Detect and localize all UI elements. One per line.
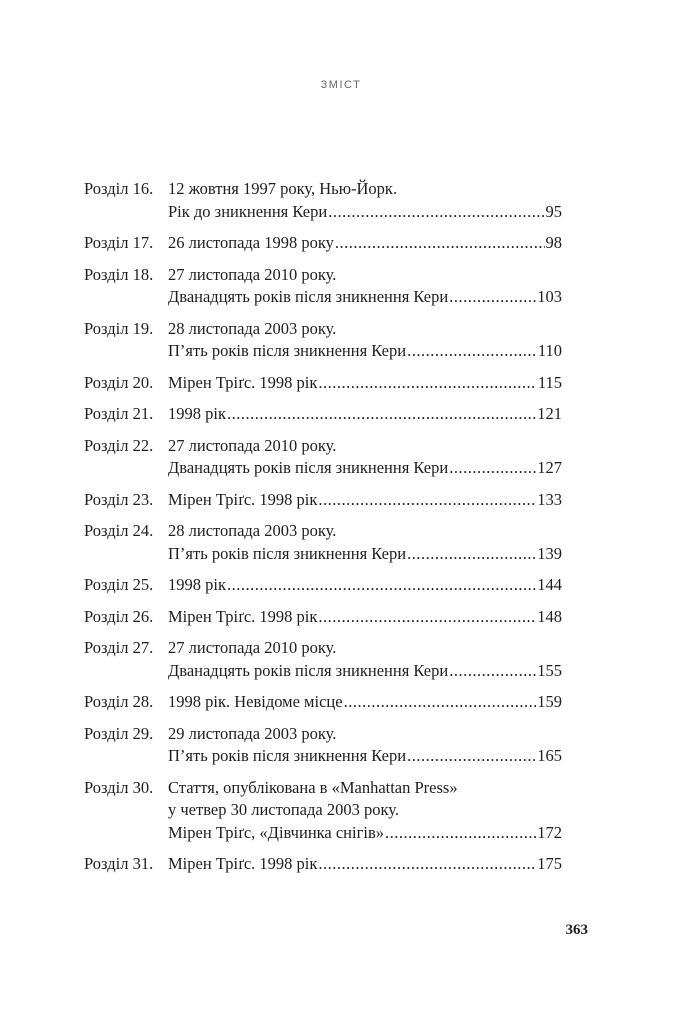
chapter-title-final-line <box>168 340 562 363</box>
chapter-label: Розділ 28. <box>84 692 154 711</box>
chapter-title-final-line <box>168 745 562 768</box>
toc-entry <box>84 606 562 629</box>
chapter-title-final-line <box>168 457 562 480</box>
chapter-title-line: 28 листопада 2003 року. <box>168 521 337 540</box>
chapter-label: Розділ 16. <box>84 179 154 198</box>
page-reference: 121 <box>537 404 562 423</box>
dot-leader <box>227 574 536 597</box>
chapter-title-text: П’ять років після зникнення Кери <box>168 543 407 563</box>
chapter-title-line: Стаття, опублікована в «Manhattan Press» <box>168 777 458 797</box>
chapter-title-text: 1998 рік. Невідоме місце <box>168 692 343 711</box>
chapter-title-block <box>168 318 562 363</box>
chapter-title-final-line <box>168 543 562 566</box>
chapter-title-text: Мірен Тріґс. 1998 рік <box>168 372 318 392</box>
page-reference: 95 <box>545 201 562 221</box>
chapter-label: Розділ 20. <box>84 372 154 392</box>
toc-entry <box>84 264 562 309</box>
chapter-title-block <box>168 264 562 309</box>
page-number: 363 <box>565 922 588 938</box>
chapter-title-block <box>168 723 562 768</box>
chapter-label: Розділ 19. <box>84 318 154 338</box>
chapter-title-line: 27 листопада 2010 року. <box>168 264 337 284</box>
chapter-label: Розділ 26. <box>84 606 154 626</box>
chapter-title-block <box>168 178 562 223</box>
chapter-title-block <box>168 574 562 597</box>
chapter-label: Розділ 25. <box>84 575 154 594</box>
chapter-label: Розділ 27. <box>84 638 154 657</box>
toc-entry <box>84 637 562 682</box>
dot-leader <box>385 822 536 845</box>
chapter-title-line: 12 жовтня 1997 року, Нью-Йорк. <box>168 179 398 198</box>
chapter-title-block <box>168 853 562 876</box>
toc-entry <box>84 372 562 395</box>
chapter-title-final-line <box>168 822 562 845</box>
page-reference: 155 <box>537 660 562 680</box>
chapter-title-text: Рік до зникнення Кери <box>168 201 328 221</box>
chapter-title-text: 1998 рік <box>168 575 226 594</box>
dot-leader <box>227 403 536 426</box>
chapter-title-block <box>168 777 562 845</box>
chapter-title-final-line <box>168 286 562 309</box>
chapter-title-block <box>168 637 562 682</box>
chapter-label: Розділ 23. <box>84 489 154 509</box>
toc-entry <box>84 574 562 597</box>
page-reference: 148 <box>537 606 562 626</box>
chapter-title-text: Мірен Тріґс. 1998 рік <box>168 489 318 509</box>
chapter-title-line: 27 листопада 2010 року. <box>168 435 337 455</box>
toc-entry <box>84 777 562 845</box>
dot-leader <box>449 660 536 683</box>
chapter-title-final-line <box>168 372 562 395</box>
chapter-title-line: 27 листопада 2010 року. <box>168 638 337 657</box>
chapter-title-block <box>168 489 562 512</box>
chapter-title-text: Мірен Тріґс, «Дівчинка снігів» <box>168 822 384 842</box>
chapter-title-text: 1998 рік <box>168 404 226 423</box>
chapter-label: Розділ 30. <box>84 777 154 797</box>
chapter-title-final-line <box>168 403 562 426</box>
toc-entry <box>84 520 562 565</box>
chapter-title-block <box>168 372 562 395</box>
dot-leader <box>344 691 537 714</box>
chapter-label: Розділ 29. <box>84 723 154 743</box>
toc-entry <box>84 489 562 512</box>
toc-entry <box>84 318 562 363</box>
toc-entry <box>84 853 562 876</box>
dot-leader <box>335 232 545 255</box>
chapter-title-final-line <box>168 489 562 512</box>
dot-leader <box>407 543 536 566</box>
chapter-title-text: Дванадцять років після зникнення Кери <box>168 287 449 306</box>
page-reference: 133 <box>537 489 562 509</box>
chapter-title-text: Дванадцять років після зникнення Кери <box>168 458 449 477</box>
page-reference: 139 <box>537 543 562 563</box>
chapter-title-final-line <box>168 574 562 597</box>
toc-entry <box>84 403 562 426</box>
chapter-title-final-line <box>168 660 562 683</box>
toc-entry <box>84 232 562 255</box>
chapter-title-block <box>168 403 562 426</box>
page-reference: 127 <box>537 458 562 477</box>
dot-leader <box>318 372 536 395</box>
chapter-title-text: Мірен Тріґс. 1998 рік <box>168 606 318 626</box>
toc-entry <box>84 178 562 223</box>
table-of-contents <box>84 178 562 885</box>
page-reference: 175 <box>537 854 562 873</box>
chapter-label: Розділ 22. <box>84 435 154 455</box>
page-reference: 165 <box>537 746 562 765</box>
chapter-label: Розділ 24. <box>84 521 154 540</box>
page-reference: 98 <box>545 233 562 252</box>
dot-leader <box>318 489 536 512</box>
chapter-title-final-line <box>168 232 562 255</box>
dot-leader <box>318 853 536 876</box>
page-reference: 110 <box>537 341 562 360</box>
dot-leader <box>449 286 536 309</box>
chapter-title-block <box>168 232 562 255</box>
dot-leader <box>407 340 537 363</box>
toc-entry <box>84 435 562 480</box>
chapter-label: Розділ 17. <box>84 233 154 252</box>
chapter-title-text: Дванадцять років після зникнення Кери <box>168 660 449 680</box>
chapter-label: Розділ 21. <box>84 404 154 423</box>
dot-leader <box>449 457 536 480</box>
chapter-title-final-line <box>168 691 562 714</box>
dot-leader <box>318 606 536 629</box>
chapter-title-final-line <box>168 201 562 224</box>
chapter-title-block <box>168 435 562 480</box>
chapter-title-final-line <box>168 606 562 629</box>
chapter-title-text: 26 листопада 1998 року <box>168 233 334 252</box>
chapter-title-block <box>168 691 562 714</box>
chapter-title-text: П’ять років після зникнення Кери <box>168 746 407 765</box>
chapter-label: Розділ 31. <box>84 854 154 873</box>
page-reference: 172 <box>537 822 562 842</box>
toc-entry <box>84 723 562 768</box>
chapter-title-line: у четвер 30 листопада 2003 року. <box>168 800 399 819</box>
page-header: ЗМІСТ <box>320 79 362 91</box>
chapter-title-text: П’ять років після зникнення Кери <box>168 341 407 360</box>
chapter-title-line: 29 листопада 2003 року. <box>168 723 337 743</box>
chapter-title-text: Мірен Тріґс. 1998 рік <box>168 854 318 873</box>
page-reference: 115 <box>537 372 562 392</box>
page-reference: 103 <box>537 287 562 306</box>
dot-leader <box>407 745 536 768</box>
chapter-title-final-line <box>168 853 562 876</box>
dot-leader <box>328 201 544 224</box>
chapter-title-block <box>168 606 562 629</box>
page-reference: 159 <box>537 692 562 711</box>
toc-entry <box>84 691 562 714</box>
chapter-title-block <box>168 520 562 565</box>
chapter-label: Розділ 18. <box>84 264 154 284</box>
page-reference: 144 <box>537 575 562 594</box>
chapter-title-line: 28 листопада 2003 року. <box>168 318 337 338</box>
